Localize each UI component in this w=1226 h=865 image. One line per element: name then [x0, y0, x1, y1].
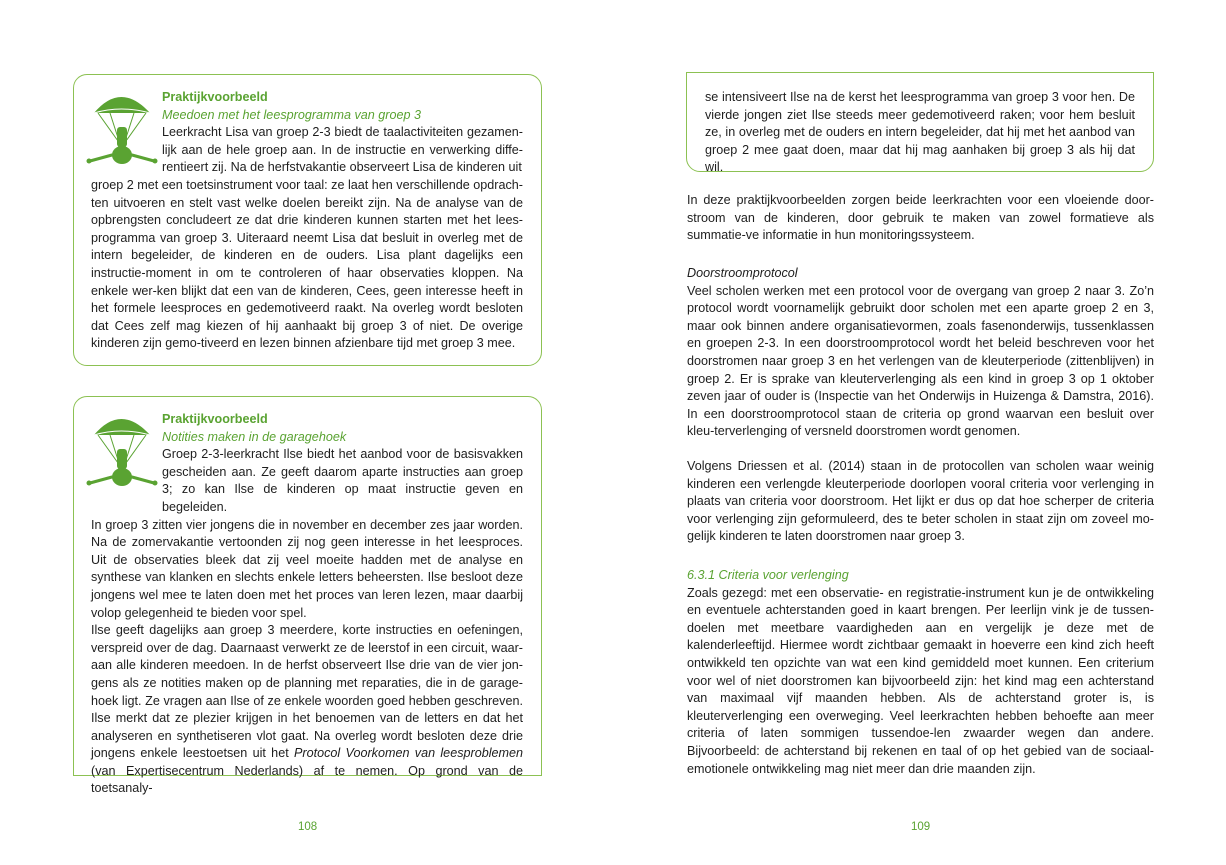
practice-example-box-1 — [73, 74, 542, 366]
paragraph-text: In deze praktijkvoorbeelden zorgen beide leerkrachten voor een vloeiende door-stroom van de kinderen, door gebruik te maken van zowel formatieve als summatie-ve informatie in hun monitoringssysteem. — [687, 193, 1154, 243]
box-title: Praktijkvoorbeeld — [162, 90, 268, 104]
box-text: groep 2 met een toetsinstrument voor taal: ze laat hen verschillende opdrach-ten uitvoeren en stelt vast welke doelen bereikt zijn. Na de analyse van de opbrengsten concludeert ze dat drie kinderen kunnen starten met het lees-programma van groep 3. Uiteraard neemt Lisa dat besluit in overleg met de intern begeleider, de kinderen en de ouders. Lisa plant dagelijks een instructie-moment in om te controleren of haar observaties kloppen. Na enkele wer-ken blijkt dat een van de kinderen, Cees, geen interesse heeft in het formele leesproces en gedemotiveerd raakt. Na overleg wordt besloten dat Cees zelf mag kiezen of hij aanhaakt bij groep 3 of niet. De overige kinderen zijn gemo-tiveerd en lezen binnen afzienbare tijd met groep 3 mee. — [91, 177, 523, 351]
box-text-2b: (van Expertisecentrum Nederlands) af te nemen. Op grond van de toetsanaly- — [91, 763, 523, 796]
section-heading: 6.3.1 Criteria voor verlenging — [687, 568, 849, 582]
box-text-indented: Leerkracht Lisa van groep 2-3 biedt de taalactiviteiten gezamen-lijk aan de hele groep aan. In de instructie en verwerking diffe-rentieert zij. Na de herfstvakantie observeert Lisa de kinderen uit — [162, 125, 523, 175]
section-doorstroomprotocol — [687, 265, 1154, 441]
box-subtitle: Meedoen met het leesprogramma van groep 3 — [162, 107, 422, 122]
box-text-paragraph-1: In groep 3 zitten vier jongens die in november en december zes jaar worden. Na de zomervakantie vertoonden zij nog geen interesse in het leesproces. Uit de observaties bleek dat zij veel moeite hadden met de analyse en synthese van klanken en slechts enkele letters beheersten. Ilse besloot deze jongens wel mee te laten doen met het proces van leren lezen, maar daarbij volop gelegenheid te bieden voor spel. — [91, 517, 523, 620]
box-text-indented: Groep 2-3-leerkracht Ilse biedt het aanbod voor de basisvakken gescheiden aan. Ze geeft daarom aparte instructies aan groep 3; zo kan Ilse de kinderen op maat instructie geven en begeleiden. — [162, 447, 523, 514]
box-title: Praktijkvoorbeeld — [162, 412, 268, 426]
practice-example-box-2 — [73, 396, 542, 796]
box-text-paragraph-2 — [91, 622, 523, 798]
paragraph-text: Zoals gezegd: met een observatie- en registratie-instrument kun je de ontwikkeling en eventuele achterstanden goed in kaart brengen. Per leerlijn vink je de tussen-doelen met meetbare vaardigheden aan en vergelijk je deze met de kalenderleeftijd. Hiermee wordt zichtbaar gemaakt in hoeverre een kind zich heeft ontwikkeld ten opzichte van wat een kind gemiddeld moet kunnen. Een criterium voor wel of niet doorstromen kan bijvoorbeeld zijn: het kind mag een achterstand van maximaal vijf maanden hebben. Als de achterstand groter is, is kleuterverlenging een overweging. Veel leerkrachten hebben behoefte aan meer criteria of laten sommigen tussendoe-len zwaarder wegen dan andere. Bijvoorbeeld: de achterstand bij rekenen en taal of op het gebied van de sociaal-emotionele ontwikkeling mag niet meer dan drie maanden zijn. — [687, 585, 1154, 776]
page-number-left: 108 — [298, 821, 318, 833]
page-number-right: 109 — [911, 821, 931, 833]
body-paragraph-3 — [687, 458, 1154, 546]
section-heading: Doorstroomprotocol — [687, 266, 798, 280]
section-criteria — [687, 567, 1154, 778]
protocol-title: Protocol Voorkomen van leesproblemen — [294, 746, 523, 761]
paragraph-text: Volgens Driessen et al. (2014) staan in de protocollen van scholen waar weinig kinderen een verlengde kleuterperiode doorlopen vooral criteria voor verlenging in plaats van criteria voor doorstroom. Het lijkt er dus op dat hoe scherper de criteria voor verlenging zijn geformuleerd, des te beter scholen in staat zijn om zoveel mo-gelijk kinderen te laten doorstromen naar groep 3. — [687, 459, 1154, 544]
practice-example-box-continued — [686, 72, 1154, 175]
body-paragraph-1 — [687, 192, 1154, 245]
paragraph-text: Veel scholen werken met een protocol voor de overgang van groep 2 naar 3. Zo’n protocol wordt voornamelijk gebruikt door scholen met een aparte groep 2 en 3, maar ook binnen andere organisatievormen, zoals fasenonderwijs, tussenklassen en groepen 2-3. In een doorstroomprotocol wordt het beleid beschreven voor het doorstromen naar groep 3 en het verlengen van de kleuterperiode (zittenblijven) in groep 2. Er is sprake van kleuterverlenging als een kind in groep 3 op 1 oktober zeven jaar of ouder is (Inspectie van het Onderwijs in Huizenga & Damstra, 2016). In een doorstroomprotocol staan de criteria op grond waarvan een besluit over kleu-terverlenging of versneld doorstromen wordt genomen. — [687, 283, 1154, 439]
box-continued-text: se intensiveert Ilse na de kerst het leesprogramma van groep 3 voor hen. De vierde jongen ziet Ilse steeds meer gedemotiveerd raken; voor hem besluit ze, in overleg met de ouders en intern begeleider, dat hij met het aanbod van groep 2 mee gaat doen, maar dat hij mag aanhaken bij groep 3 als hij dat wil. — [705, 90, 1135, 175]
box-text-2a: Ilse geeft dagelijks aan groep 3 meerdere, korte instructies en oefeningen, verspreid over de dag. Daarnaast verwerkt ze de leerstof in een circuit, waar-aan alle kinderen meedoen. In de herfst observeert Ilse drie van de vier jon-gens als ze notities maken op de planning met reparaties, die in de garage-hoek ligt. Ze vragen aan Ilse of ze enkele woorden goed hebben geschreven. Ilse merkt dat ze plezier krijgen in het benoemen van de letters en dat het analyseren en synthetiseren vlot gaat. Na overleg wordt besloten deze drie jongens enkele leestoetsen uit het — [91, 623, 523, 761]
box-subtitle: Notities maken in de garagehoek — [162, 429, 347, 444]
